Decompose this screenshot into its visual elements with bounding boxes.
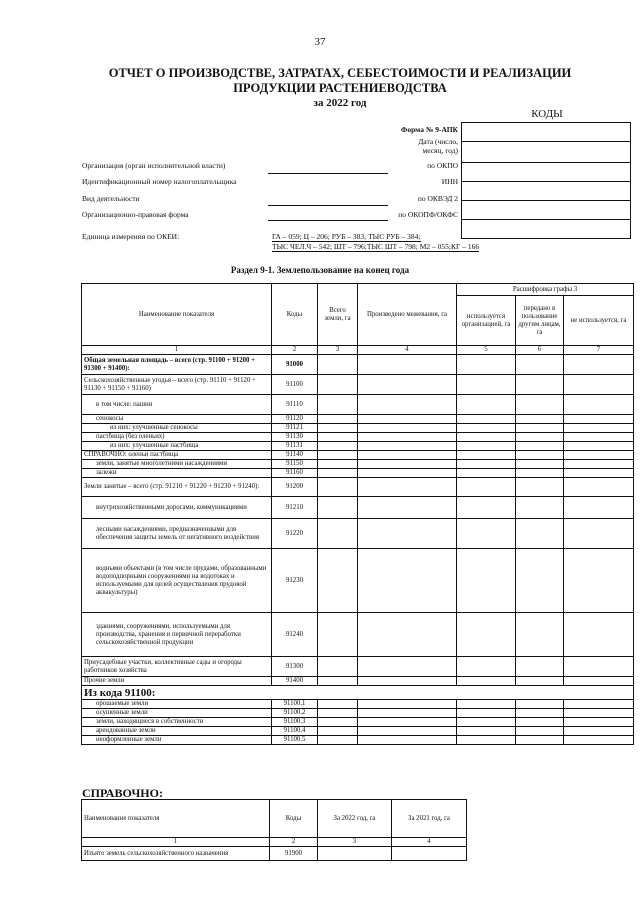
table-row (82, 424, 634, 433)
table-row (82, 549, 634, 613)
value-cell[interactable] (318, 424, 358, 433)
row-code: 91000 (272, 355, 318, 375)
row-name: зданиями, сооружениями, используемыми для производства, хранения и первичной переработки сельскохозяйственной продукции (82, 613, 272, 657)
value-cell[interactable] (516, 460, 564, 469)
value-cell[interactable] (318, 478, 358, 497)
header-unused: не используется, га (564, 296, 634, 346)
form-label: Форма № 9-АПК (400, 125, 458, 134)
report-title-line2: ПРОДУКЦИИ РАСТЕНИЕВОДСТВА (233, 81, 447, 95)
okpo-label: по ОКПО (427, 161, 458, 170)
value-cell[interactable] (564, 478, 634, 497)
table-row (82, 451, 634, 460)
value-cell[interactable] (318, 549, 358, 613)
value-cell[interactable] (564, 424, 634, 433)
row-name: орошаемые земли (82, 700, 272, 709)
unit-line-1: ГА – 059; Ц – 206; РУБ – 383; ТЫС РУБ – 384; (272, 232, 421, 241)
code-okpo-cell[interactable] (462, 163, 631, 182)
table-row (82, 415, 634, 424)
table-row (82, 478, 634, 497)
value-cell[interactable] (516, 718, 564, 727)
okopf-label: по ОКОПФ/ОКФС (398, 210, 458, 219)
row-code: 91100.4 (272, 727, 318, 736)
value-cell[interactable] (516, 355, 564, 375)
value-cell[interactable] (564, 613, 634, 657)
row-name: сенокосы (82, 415, 272, 424)
value-cell[interactable] (358, 727, 457, 736)
ref-header-2022: За 2022 год, га (318, 800, 392, 838)
table-row (82, 677, 634, 686)
row-code: 91160 (272, 469, 318, 478)
date-label-1: Дата (число, (418, 137, 458, 146)
unit-line-2: ТЫС ЧЕЛ.Ч – 542; ШТ – 796;ТЫС ШТ – 798; М2 – 055;КГ – 166 (272, 242, 480, 251)
value-cell[interactable] (516, 709, 564, 718)
value-cell[interactable] (564, 442, 634, 451)
table-row (82, 460, 634, 469)
value-cell[interactable] (457, 613, 516, 657)
table-row (82, 847, 467, 861)
value-cell[interactable] (358, 375, 457, 395)
value-cell[interactable] (457, 736, 516, 745)
value-cell[interactable] (318, 613, 358, 657)
table-row (82, 736, 634, 745)
value-cell[interactable] (457, 415, 516, 424)
value-cell[interactable] (358, 709, 457, 718)
header-codes: Коды (272, 284, 318, 346)
value-cell[interactable] (457, 433, 516, 442)
value-cell[interactable] (564, 451, 634, 460)
unit-label: Единица измерения по ОКЕИ: (82, 232, 180, 241)
row-name: из них: улучшенные сенокосы (82, 424, 272, 433)
table-row (82, 497, 634, 519)
row-name: осушенные земли (82, 709, 272, 718)
value-cell[interactable] (564, 497, 634, 519)
value-cell[interactable] (358, 478, 457, 497)
value-cell[interactable] (564, 395, 634, 415)
value-cell[interactable] (457, 460, 516, 469)
report-title-line1: ОТЧЕТ О ПРОИЗВОДСТВЕ, ЗАТРАТАХ, СЕБЕСТОИМОСТИ И РЕАЛИЗАЦИИ (108, 66, 572, 80)
row-code: 91220 (272, 519, 318, 549)
page-number: 37 (314, 36, 326, 48)
value-cell[interactable] (564, 469, 634, 478)
code-okved-cell[interactable] (462, 201, 631, 220)
value-cell[interactable] (516, 549, 564, 613)
value-cell[interactable] (318, 497, 358, 519)
date-label-2: месяц, год) (422, 146, 458, 155)
value-cell[interactable] (457, 549, 516, 613)
reference-title: СПРАВОЧНО: (82, 786, 163, 800)
value-cell[interactable] (516, 497, 564, 519)
row-name: земли, находящиеся в собственности (82, 718, 272, 727)
value-cell[interactable] (457, 375, 516, 395)
value-cell[interactable] (457, 727, 516, 736)
reference-table (81, 799, 467, 861)
table-row (82, 375, 634, 395)
row-code: 91100.2 (272, 709, 318, 718)
header-survey: Произведено межевания, га (358, 284, 457, 346)
value-cell[interactable] (358, 469, 457, 478)
value-cell[interactable] (358, 613, 457, 657)
row-name: водными объектами (в том числе прудами, образованными водоподпорными сооружениями на водотоках и используемыми для целей осуществления прудовой аквакультуры) (82, 549, 272, 613)
row-code: 91100.1 (272, 700, 318, 709)
col-number: 2 (272, 346, 318, 355)
row-name: Сельскохозяйственные угодья – всего (стр. 91110 + 91120 + 91130 + 91150 + 91160) (82, 375, 272, 395)
value-cell[interactable] (318, 375, 358, 395)
value-cell[interactable] (358, 442, 457, 451)
org-line[interactable] (268, 173, 388, 174)
row-code: 91100 (272, 375, 318, 395)
value-cell[interactable] (318, 451, 358, 460)
value-cell[interactable] (318, 355, 358, 375)
value-cell[interactable] (358, 657, 457, 677)
value-cell[interactable] (318, 700, 358, 709)
value-cell[interactable] (516, 433, 564, 442)
row-code: 91100.3 (272, 718, 318, 727)
value-cell[interactable] (516, 469, 564, 478)
header-total: Всего земли, га (318, 284, 358, 346)
value-cell[interactable] (564, 677, 634, 686)
value-cell[interactable] (358, 549, 457, 613)
row-code: 91120 (272, 415, 318, 424)
value-cell[interactable] (564, 718, 634, 727)
table-row (82, 727, 634, 736)
table-row (82, 519, 634, 549)
value-cell[interactable] (457, 478, 516, 497)
row-name: СПРАВОЧНО: оленьи пастбища (82, 451, 272, 460)
value-cell[interactable] (516, 700, 564, 709)
row-code: 91240 (272, 613, 318, 657)
row-code: 91140 (272, 451, 318, 460)
row-name: Приусадебные участки, коллективные сады и огороды работников хозяйства (82, 657, 272, 677)
header-name: Наименование показателя (82, 284, 272, 346)
value-cell[interactable] (457, 395, 516, 415)
table-row (82, 709, 634, 718)
value-cell[interactable] (318, 469, 358, 478)
value-cell[interactable] (564, 736, 634, 745)
table-row (82, 613, 634, 657)
ref-header-codes: Коды (270, 800, 318, 838)
row-code: 91210 (272, 497, 318, 519)
value-cell[interactable] (457, 442, 516, 451)
value-cell[interactable] (516, 657, 564, 677)
value-cell[interactable] (564, 549, 634, 613)
row-code: 91300 (272, 657, 318, 677)
col-number: 3 (318, 346, 358, 355)
value-cell[interactable] (358, 451, 457, 460)
col-number: 7 (564, 346, 634, 355)
row-code: 91130 (272, 433, 318, 442)
row-code: 91110 (272, 395, 318, 415)
ref-row-name: Изъято земель сельскохозяйственного назначения (82, 847, 270, 861)
row-code: 91150 (272, 460, 318, 469)
value-cell[interactable] (318, 442, 358, 451)
value-cell[interactable] (318, 736, 358, 745)
value-cell[interactable] (516, 375, 564, 395)
ref-header-name: Наименование показателя (82, 800, 270, 838)
row-code: 91230 (272, 549, 318, 613)
value-cell[interactable] (516, 415, 564, 424)
value-cell[interactable] (318, 433, 358, 442)
value-cell[interactable] (358, 415, 457, 424)
table-row (82, 469, 634, 478)
ref-col-number: 3 (318, 838, 392, 847)
row-name: внутрихозяйственными дорогами, коммуникациями (82, 497, 272, 519)
header-transferred: передано в пользование другим лицам, га (516, 296, 564, 346)
row-name: лесными насаждениями, предназначенными для обеспечения защиты земель от негативного воздействия (82, 519, 272, 549)
value-cell[interactable] (516, 478, 564, 497)
row-name: залежи (82, 469, 272, 478)
value-cell[interactable] (564, 709, 634, 718)
value-cell[interactable] (457, 451, 516, 460)
value-cell[interactable] (318, 395, 358, 415)
row-name: земли, занятые многолетними насаждениями (82, 460, 272, 469)
value-cell[interactable] (516, 613, 564, 657)
table-row (82, 700, 634, 709)
value-cell[interactable] (392, 847, 467, 861)
row-name: Земли занятые – всего (стр. 91210 + 91220 + 91230 + 91240): (82, 478, 272, 497)
value-cell[interactable] (457, 355, 516, 375)
value-cell[interactable] (318, 718, 358, 727)
codes-header: КОДЫ (531, 108, 563, 120)
from-code-title: Из кода 91100: (82, 686, 634, 700)
value-cell[interactable] (564, 355, 634, 375)
report-title (40, 66, 640, 96)
value-cell[interactable] (358, 736, 457, 745)
taxid-label: Идентификационный номер налогоплательщика (82, 177, 237, 186)
value-cell[interactable] (358, 395, 457, 415)
header-breakdown: Расшифровка графы 3 (457, 284, 634, 296)
row-code: 91131 (272, 442, 318, 451)
value-cell[interactable] (358, 677, 457, 686)
value-cell[interactable] (457, 657, 516, 677)
value-cell[interactable] (358, 497, 457, 519)
value-cell[interactable] (358, 718, 457, 727)
col-number: 6 (516, 346, 564, 355)
table-row (82, 395, 634, 415)
value-cell[interactable] (516, 727, 564, 736)
value-cell[interactable] (318, 847, 392, 861)
row-name: из них: улучшенные пастбища (82, 442, 272, 451)
table-row (82, 718, 634, 727)
legal-form-line[interactable] (268, 220, 388, 221)
row-name: в том числе: пашни (82, 395, 272, 415)
value-cell[interactable] (516, 519, 564, 549)
org-label: Организация (орган исполнительной власти) (82, 161, 226, 170)
value-cell[interactable] (564, 460, 634, 469)
value-cell[interactable] (318, 709, 358, 718)
value-cell[interactable] (564, 700, 634, 709)
table-row (82, 355, 634, 375)
row-code: 91200 (272, 478, 318, 497)
col-number: 5 (457, 346, 516, 355)
value-cell[interactable] (457, 700, 516, 709)
value-cell[interactable] (564, 657, 634, 677)
value-cell[interactable] (516, 395, 564, 415)
value-cell[interactable] (516, 424, 564, 433)
value-cell[interactable] (516, 736, 564, 745)
value-cell[interactable] (564, 375, 634, 395)
value-cell[interactable] (358, 355, 457, 375)
code-form-cell[interactable] (462, 123, 631, 142)
table-row (82, 657, 634, 677)
table-row (82, 442, 634, 451)
col-number: 1 (82, 346, 272, 355)
ref-col-number: 4 (392, 838, 467, 847)
row-code: 91121 (272, 424, 318, 433)
value-cell[interactable] (564, 519, 634, 549)
value-cell[interactable] (516, 677, 564, 686)
value-cell[interactable] (457, 709, 516, 718)
report-year: за 2022 год (313, 97, 367, 109)
row-code: 91400 (272, 677, 318, 686)
value-cell[interactable] (358, 460, 457, 469)
value-cell[interactable] (318, 657, 358, 677)
legal-form-label: Организационно-правовая форма (82, 210, 189, 219)
row-name: пастбища (без оленьих) (82, 433, 272, 442)
row-name: арендованные земли (82, 727, 272, 736)
ref-row-code: 91900 (270, 847, 318, 861)
value-cell[interactable] (516, 451, 564, 460)
inn-label: ИНН (441, 177, 458, 186)
ref-col-number: 2 (270, 838, 318, 847)
row-code: 91100.5 (272, 736, 318, 745)
code-okopf-cell[interactable] (462, 220, 631, 239)
value-cell[interactable] (318, 677, 358, 686)
code-inn-cell[interactable] (462, 182, 631, 201)
value-cell[interactable] (516, 442, 564, 451)
value-cell[interactable] (457, 677, 516, 686)
table-row (82, 433, 634, 442)
okved-label: по ОКВЭД 2 (417, 194, 458, 203)
value-cell[interactable] (358, 433, 457, 442)
row-name: Прочие земли (82, 677, 272, 686)
value-cell[interactable] (457, 469, 516, 478)
value-cell[interactable] (318, 415, 358, 424)
value-cell[interactable] (564, 433, 634, 442)
col-number: 4 (358, 346, 457, 355)
value-cell[interactable] (564, 727, 634, 736)
code-date-cell[interactable] (462, 142, 631, 163)
row-name: Общая земельная площадь – всего (стр. 91100 + 91200 + 91300 + 91400): (82, 355, 272, 375)
value-cell[interactable] (358, 700, 457, 709)
codes-table (461, 122, 631, 239)
land-use-table (81, 283, 634, 745)
activity-line[interactable] (268, 205, 388, 206)
ref-header-2021: За 2021 год, га (392, 800, 467, 838)
value-cell[interactable] (318, 519, 358, 549)
section-title: Раздел 9-1. Землепользование на конец года (230, 265, 410, 275)
row-name: неоформленные земли (82, 736, 272, 745)
value-cell[interactable] (358, 424, 457, 433)
value-cell[interactable] (457, 718, 516, 727)
value-cell[interactable] (457, 519, 516, 549)
value-cell[interactable] (358, 519, 457, 549)
activity-label: Вид деятельности (82, 194, 140, 203)
value-cell[interactable] (564, 415, 634, 424)
value-cell[interactable] (457, 497, 516, 519)
ref-col-number: 1 (82, 838, 270, 847)
value-cell[interactable] (318, 727, 358, 736)
value-cell[interactable] (318, 460, 358, 469)
header-used: используется организацией, га (457, 296, 516, 346)
value-cell[interactable] (457, 424, 516, 433)
